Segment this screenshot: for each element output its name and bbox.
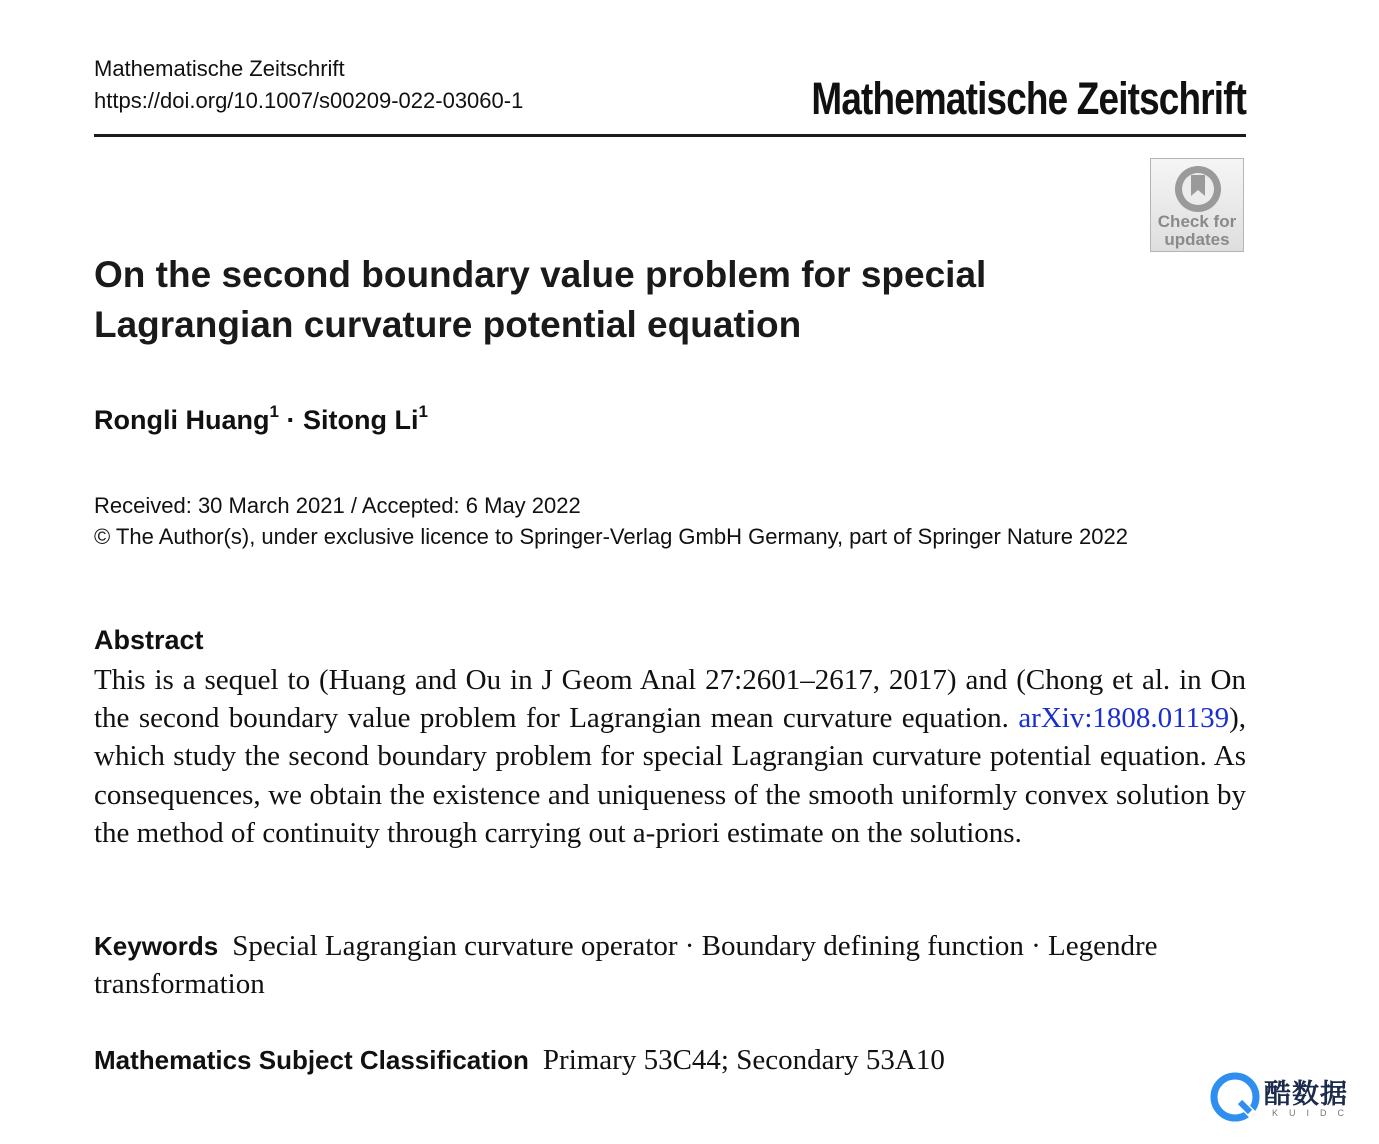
received-dates: Received: 30 March 2021 / Accepted: 6 May 2022 [94,493,581,518]
copyright-notice: © The Author(s), under exclusive licence to Springer-Verlag GmbH Germany, part of Springer Nature 2022 [94,524,1128,549]
keywords-label: Keywords [94,931,219,961]
author-affiliation: 1 [269,402,279,421]
author-separator: · [286,405,296,435]
abstract-text-part: ), which study the second boundary problem for special Lagrangian curvature potential equation. As consequences, we obtain the existence and uniqueness of the smooth uniformly convex solution by the method of continuity through carrying out a-priori estimate on the solutions. [94,702,1246,849]
watermark [1210,1070,1360,1130]
author-name[interactable]: Rongli Huang [94,405,270,435]
crossmark-label: Check for updates [1157,212,1237,249]
journal-name: Mathematische Zeitschrift [94,56,345,81]
abstract-heading: Abstract [94,625,204,655]
watermark-text: 酷数据 [1264,1079,1348,1110]
abstract-text-part: This is a sequel to (Huang and Ou in J Geom Anal 27:2601–2617, 2017) and (Chong et al. in On the second boundary value problem for Lagrangian mean curvature equation. [94,664,1246,735]
msc-text: Primary 53C44; Secondary 53A10 [542,1044,945,1076]
journal-masthead: Mathematische Zeitschrift [811,73,1246,124]
keywords-text: Special Lagrangian curvature operator · Boundary defining function · Legendre transformation [94,930,1158,1001]
article-title: On the second boundary value problem for special Lagrangian curvature potential equation [94,254,987,345]
arxiv-link[interactable]: arXiv:1808.01139 [1018,702,1230,735]
author-name[interactable]: Sitong Li [302,405,419,435]
watermark-subtext: KUIDC [1272,1108,1356,1118]
header-rule [94,134,1246,137]
author-list [94,398,428,446]
doi-link[interactable]: https://doi.org/10.1007/s00209-022-03060-1 [94,88,524,113]
crossmark-icon [1172,163,1224,215]
abstract-text [94,661,1246,852]
author-affiliation: 1 [418,402,428,421]
subject-classification [94,1041,1246,1079]
msc-label: Mathematics Subject Classification [94,1045,529,1075]
keywords [94,927,1246,1003]
check-for-updates-badge[interactable] [1150,158,1244,252]
watermark-logo-icon [1210,1072,1260,1122]
